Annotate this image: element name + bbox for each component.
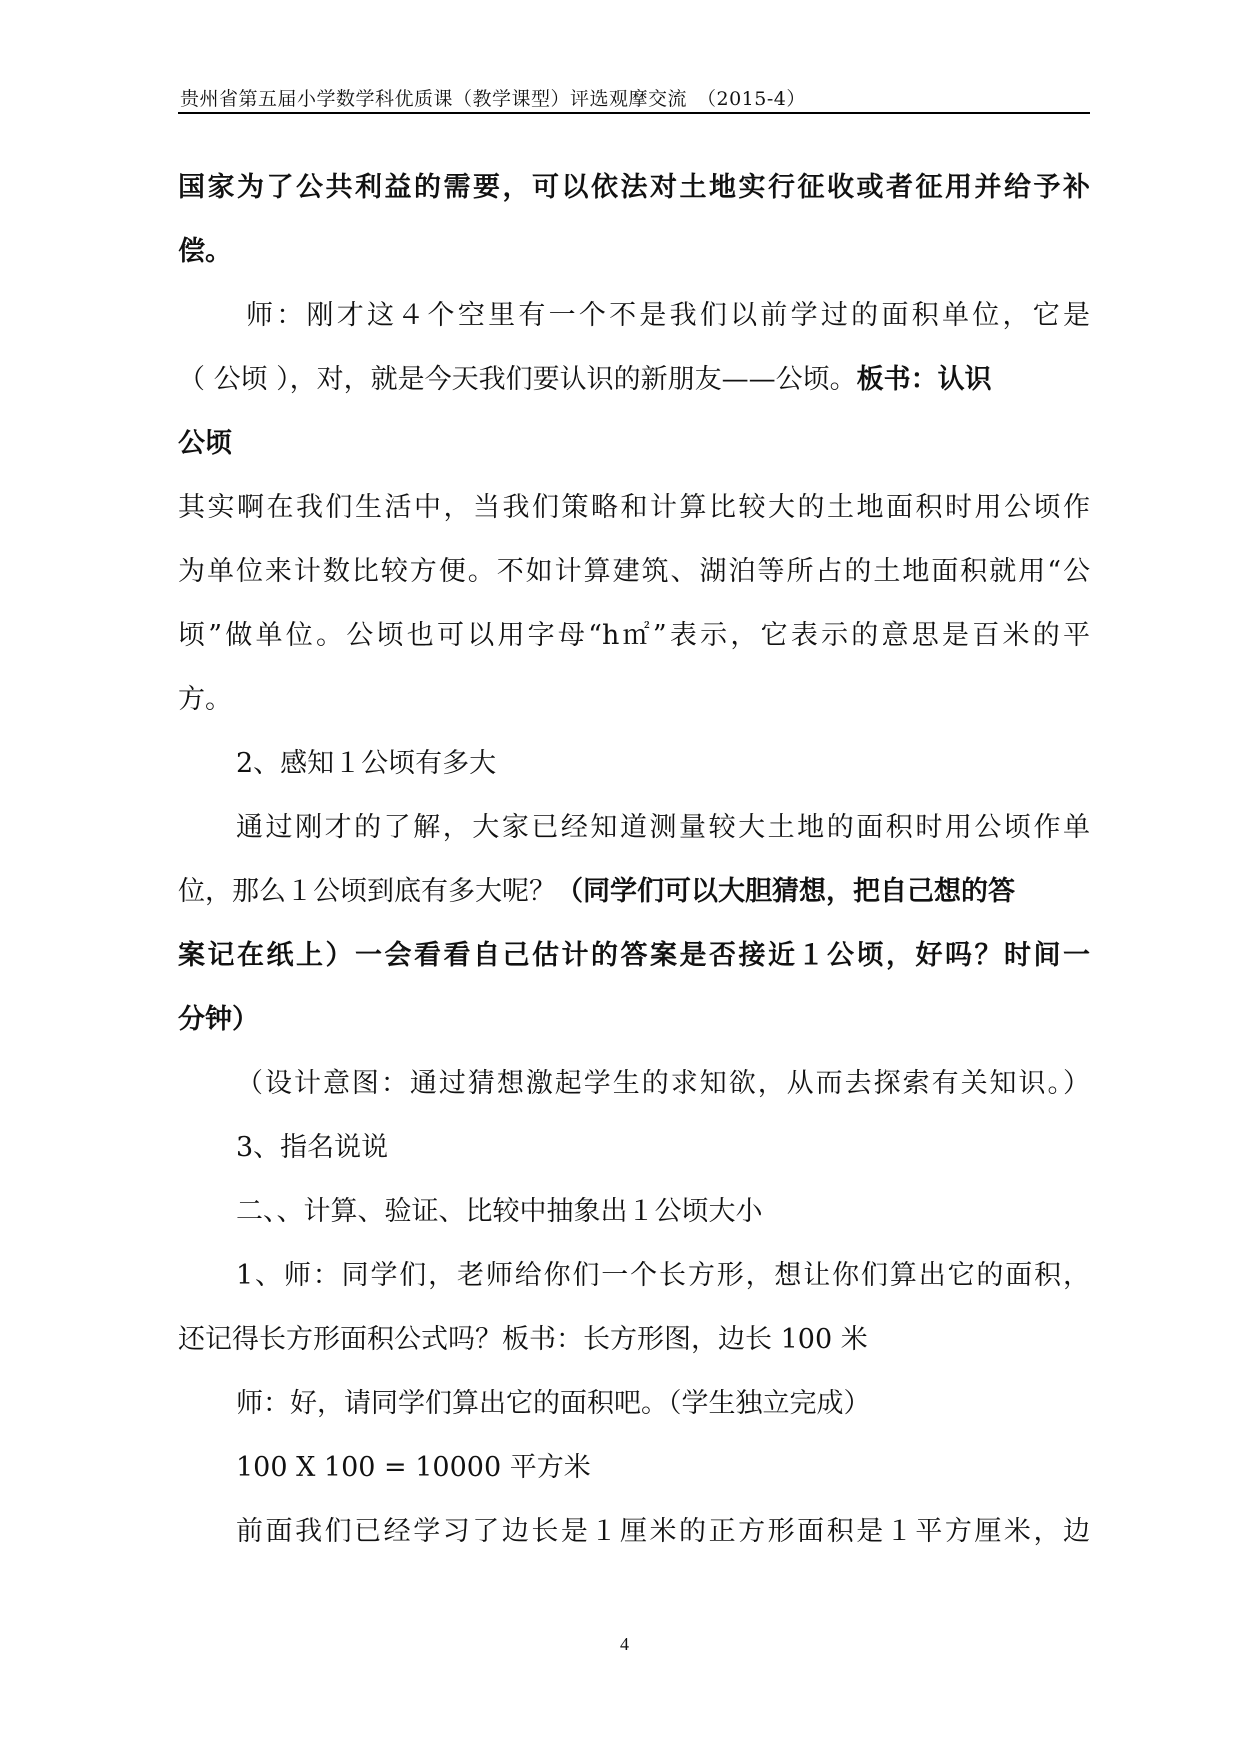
body-text: 为单位来计数比较方便。不如计算建筑、湖泊等所占的土地面积就用“公 — [178, 556, 1090, 587]
paragraph-line — [178, 476, 1090, 540]
bold-text: （同学们可以大胆猜想，把自己想的答 — [556, 876, 1015, 907]
paragraph-line: 还记得长方形面积公式吗？板书：长方形图，边长 100 米 — [178, 1324, 868, 1355]
paragraph-line — [178, 860, 1090, 924]
paragraph-line — [178, 348, 1090, 412]
paragraph-line — [178, 604, 1090, 668]
paragraph-line: 公顷 — [178, 428, 232, 459]
paragraph-line — [178, 540, 1090, 604]
body-text: 其实啊在我们生活中，当我们策略和计算比较大的土地面积时用公顷作 — [178, 492, 1090, 523]
section-heading: 3、指名说说 — [236, 1132, 389, 1163]
body-text: 1、师：同学们，老师给你们一个长方形，想让你们算出它的面积， — [236, 1260, 1090, 1291]
section-heading: 二、、计算、验证、比较中抽象出１公顷大小 — [236, 1196, 763, 1227]
body-text: 通过刚才的了解，大家已经知道测量较大土地的面积时用公顷作单 — [236, 812, 1090, 843]
document-body — [178, 156, 1090, 1564]
blackboard-note: 板书：认识 — [856, 364, 992, 395]
paragraph-line: 方。 — [178, 684, 232, 715]
section-heading: 2、感知１公顷有多大 — [236, 748, 497, 779]
paragraph-line: 师：好，请同学们算出它的面积吧。（学生独立完成） — [236, 1388, 871, 1419]
formula-line: 100 X 100 = 10000 平方米 — [236, 1452, 591, 1483]
page-header: 贵州省第五届小学数学科优质课（教学课型）评选观摩交流 （2015-4） — [180, 88, 806, 110]
dialogue-text: 师：刚才这４个空里有一个不是我们以前学过的面积单位，它是 — [246, 300, 1090, 331]
design-intent-note — [178, 1052, 1090, 1116]
header-divider — [178, 112, 1090, 114]
paragraph-line — [178, 156, 1090, 220]
paragraph-line: 分钟） — [178, 1004, 259, 1035]
body-text: 顷”做单位。公顷也可以用字母“h㎡”表示，它表示的意思是百米的平 — [178, 620, 1090, 651]
bold-text: 国家为了公共利益的需要，可以依法对土地实行征收或者征用并给予补 — [178, 172, 1090, 203]
page-number: 4 — [620, 1634, 629, 1654]
dialogue-text: （ 公顷 ），对，就是今天我们要认识的新朋友——公顷。 — [178, 364, 857, 395]
paragraph-line — [178, 284, 1090, 348]
body-text: （设计意图：通过猜想激起学生的求知欲，从而去探索有关知识。） — [236, 1068, 1090, 1099]
paragraph-line — [178, 796, 1090, 860]
paragraph-line — [178, 924, 1090, 988]
paragraph-line — [178, 1500, 1090, 1564]
body-text: 前面我们已经学习了边长是１厘米的正方形面积是１平方厘米，边 — [236, 1516, 1090, 1547]
paragraph-line: 偿。 — [178, 236, 232, 267]
body-text: 位，那么１公顷到底有多大呢？ — [178, 876, 556, 907]
bold-text: 案记在纸上）一会看看自己估计的答案是否接近１公顷，好吗？时间一 — [178, 940, 1090, 971]
paragraph-line — [178, 1244, 1090, 1308]
